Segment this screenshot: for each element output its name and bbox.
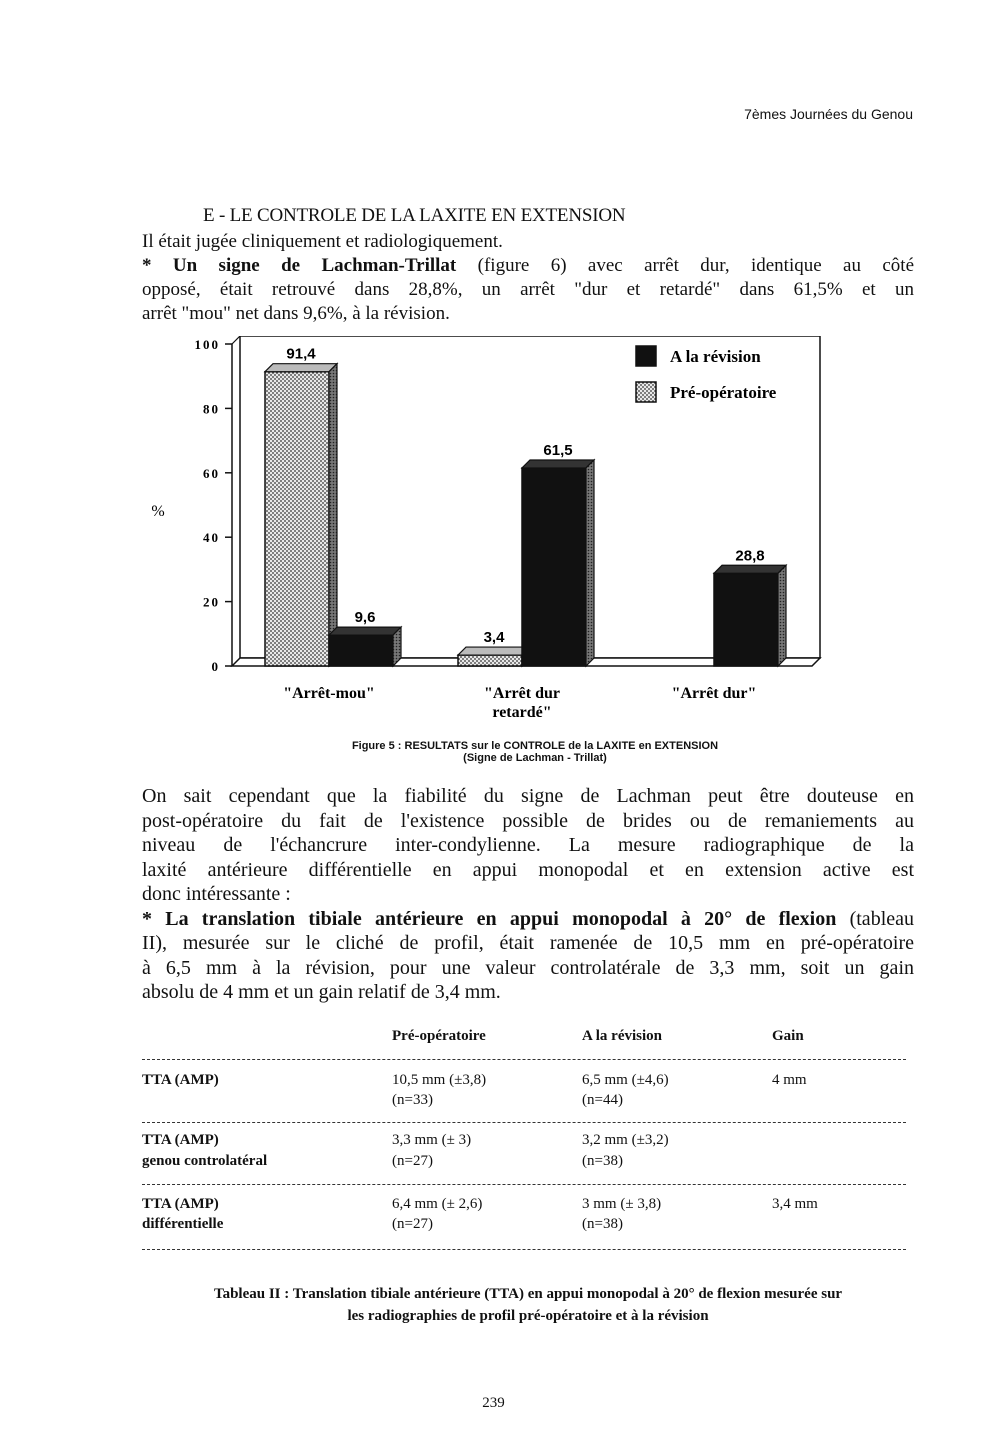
revision-bar (522, 468, 586, 666)
cell: (n=33) (392, 1092, 433, 1108)
cell: (n=38) (582, 1153, 623, 1169)
y-tick-label: 0 (211, 659, 220, 674)
preop-bar-side (329, 364, 337, 666)
revision-bar-top (522, 460, 594, 468)
data-label: 3,4 (483, 629, 505, 647)
data-label: 28,8 (735, 547, 765, 565)
y-tick-label: 20 (203, 594, 220, 610)
preop-bar (458, 655, 522, 666)
preop-bar (265, 372, 329, 666)
preop-bar-top (458, 647, 530, 655)
legend-swatch (636, 382, 656, 402)
table-caption (142, 1283, 914, 1327)
row-label: TTA (AMP) (142, 1132, 219, 1148)
data-label: 9,6 (354, 609, 376, 627)
body-line: niveau de l'échancrure inter-condylienne. La mesure radiographique de la (142, 834, 914, 856)
y-tick-label: 100 (194, 337, 220, 352)
cell: (n=44) (582, 1092, 623, 1108)
cell: 3,3 mm (± 3) (392, 1132, 472, 1148)
running-header: 7èmes Journées du Genou (744, 106, 913, 122)
revision-bar-top (714, 565, 786, 573)
table-caption-line1: Tableau II : Translation tibiale antérieure (TTA) en appui monopodal à 20° de flexion mesurée sur (213, 1286, 843, 1302)
table-header: Gain (772, 1028, 804, 1044)
legend-swatch (636, 346, 656, 366)
category-label: retardé" (492, 704, 552, 721)
table-divider (142, 1249, 906, 1250)
para-line: opposé, était retrouvé dans 28,8%, un arrêt "dur et retardé" dans 61,5% et un (142, 279, 914, 300)
para-line: arrêt "mou" net dans 9,6%, à la révision. (142, 303, 450, 324)
cell: 3,2 mm (±3,2) (582, 1132, 669, 1148)
row-label: genou controlatéral (142, 1153, 268, 1169)
cell: (n=27) (392, 1153, 433, 1169)
revision-bar-side (778, 565, 786, 666)
table-header: A la révision (582, 1028, 663, 1044)
body-line: * La translation tibiale antérieure en appui monopodal à 20° de flexion (tableau (142, 907, 914, 930)
y-tick-label: 60 (203, 465, 220, 481)
y-tick-label: 40 (203, 530, 220, 546)
revision-bar (329, 635, 393, 666)
revision-bar-side (586, 460, 594, 666)
y-tick-label: 80 (203, 401, 220, 417)
row-label: TTA (AMP) (142, 1072, 219, 1088)
table-header: Pré-opératoire (392, 1028, 486, 1044)
cell: (n=27) (392, 1216, 433, 1232)
body-line: On sait cependant que la fiabilité du signe de Lachman peut être douteuse en (142, 785, 914, 807)
legend-label: A la révision (670, 347, 761, 366)
body-line: laxité antérieure différentielle en appui monopodal et en extension active est (142, 858, 914, 881)
para-line: * Un signe de Lachman-Trillat (figure 6) avec arrêt dur, identique au côté (142, 255, 915, 276)
row-label: TTA (AMP) (142, 1196, 219, 1212)
cell: 3,4 mm (772, 1196, 818, 1212)
category-label: "Arrêt dur" (671, 685, 757, 702)
legend-label: Pré-opératoire (670, 383, 777, 402)
body-line: absolu de 4 mm et un gain relatif de 3,4 mm. (142, 981, 501, 1003)
y-axis-label: % (151, 503, 165, 520)
tta-bold: * La translation tibiale antérieure en appui monopodal à 20° de flexion (142, 907, 837, 930)
figure-caption-line1: Figure 5 : RESULTATS sur le CONTROLE de la LAXITE en EXTENSION (351, 740, 719, 752)
cell: 4 mm (772, 1072, 807, 1088)
results-table (142, 1028, 906, 1258)
section-paragraph (142, 230, 914, 326)
category-label: "Arrêt dur (484, 685, 560, 702)
body-line: II), mesurée sur le cliché de profil, était ramenée de 10,5 mm en pré-opératoire (142, 932, 914, 954)
bar-chart (140, 336, 840, 736)
table-divider (142, 1184, 906, 1185)
revision-bar-top (329, 627, 401, 635)
cell: (n=38) (582, 1216, 623, 1232)
axis-corner (232, 336, 240, 344)
table-divider (142, 1122, 906, 1123)
category-label: "Arrêt-mou" (283, 685, 375, 702)
figure-caption (142, 740, 928, 764)
data-label: 61,5 (543, 441, 573, 459)
row-label: différentielle (142, 1216, 224, 1232)
cell: 6,4 mm (± 2,6) (392, 1196, 483, 1212)
section-title: E - LE CONTROLE DE LA LAXITE EN EXTENSION (203, 205, 626, 226)
revision-bar (714, 573, 778, 666)
body-line: donc intéressante : (142, 883, 291, 905)
data-label: 91,4 (286, 345, 316, 363)
cell: 3 mm (± 3,8) (582, 1196, 662, 1212)
figure-caption-line2: (Signe de Lachman - Trillat) (463, 752, 607, 764)
body-line: à 6,5 mm à la révision, pour une valeur controlatérale de 3,3 mm, soit un gain (142, 956, 914, 979)
table-caption-line2: les radiographies de profil pré-opératoire et à la révision (347, 1308, 709, 1324)
lachman-bold: * Un signe de Lachman-Trillat (142, 255, 457, 276)
page-number: 239 (482, 1395, 505, 1411)
intro-line: Il était jugée cliniquement et radiologiquement. (142, 231, 503, 252)
preop-bar-top (265, 364, 337, 372)
table-divider (142, 1059, 906, 1060)
body-paragraph (142, 784, 914, 1005)
body-line: post-opératoire du fait de l'existence possible de brides ou de remaniements au (142, 809, 914, 832)
cell: 6,5 mm (±4,6) (582, 1072, 669, 1088)
cell: 10,5 mm (±3,8) (392, 1072, 487, 1088)
